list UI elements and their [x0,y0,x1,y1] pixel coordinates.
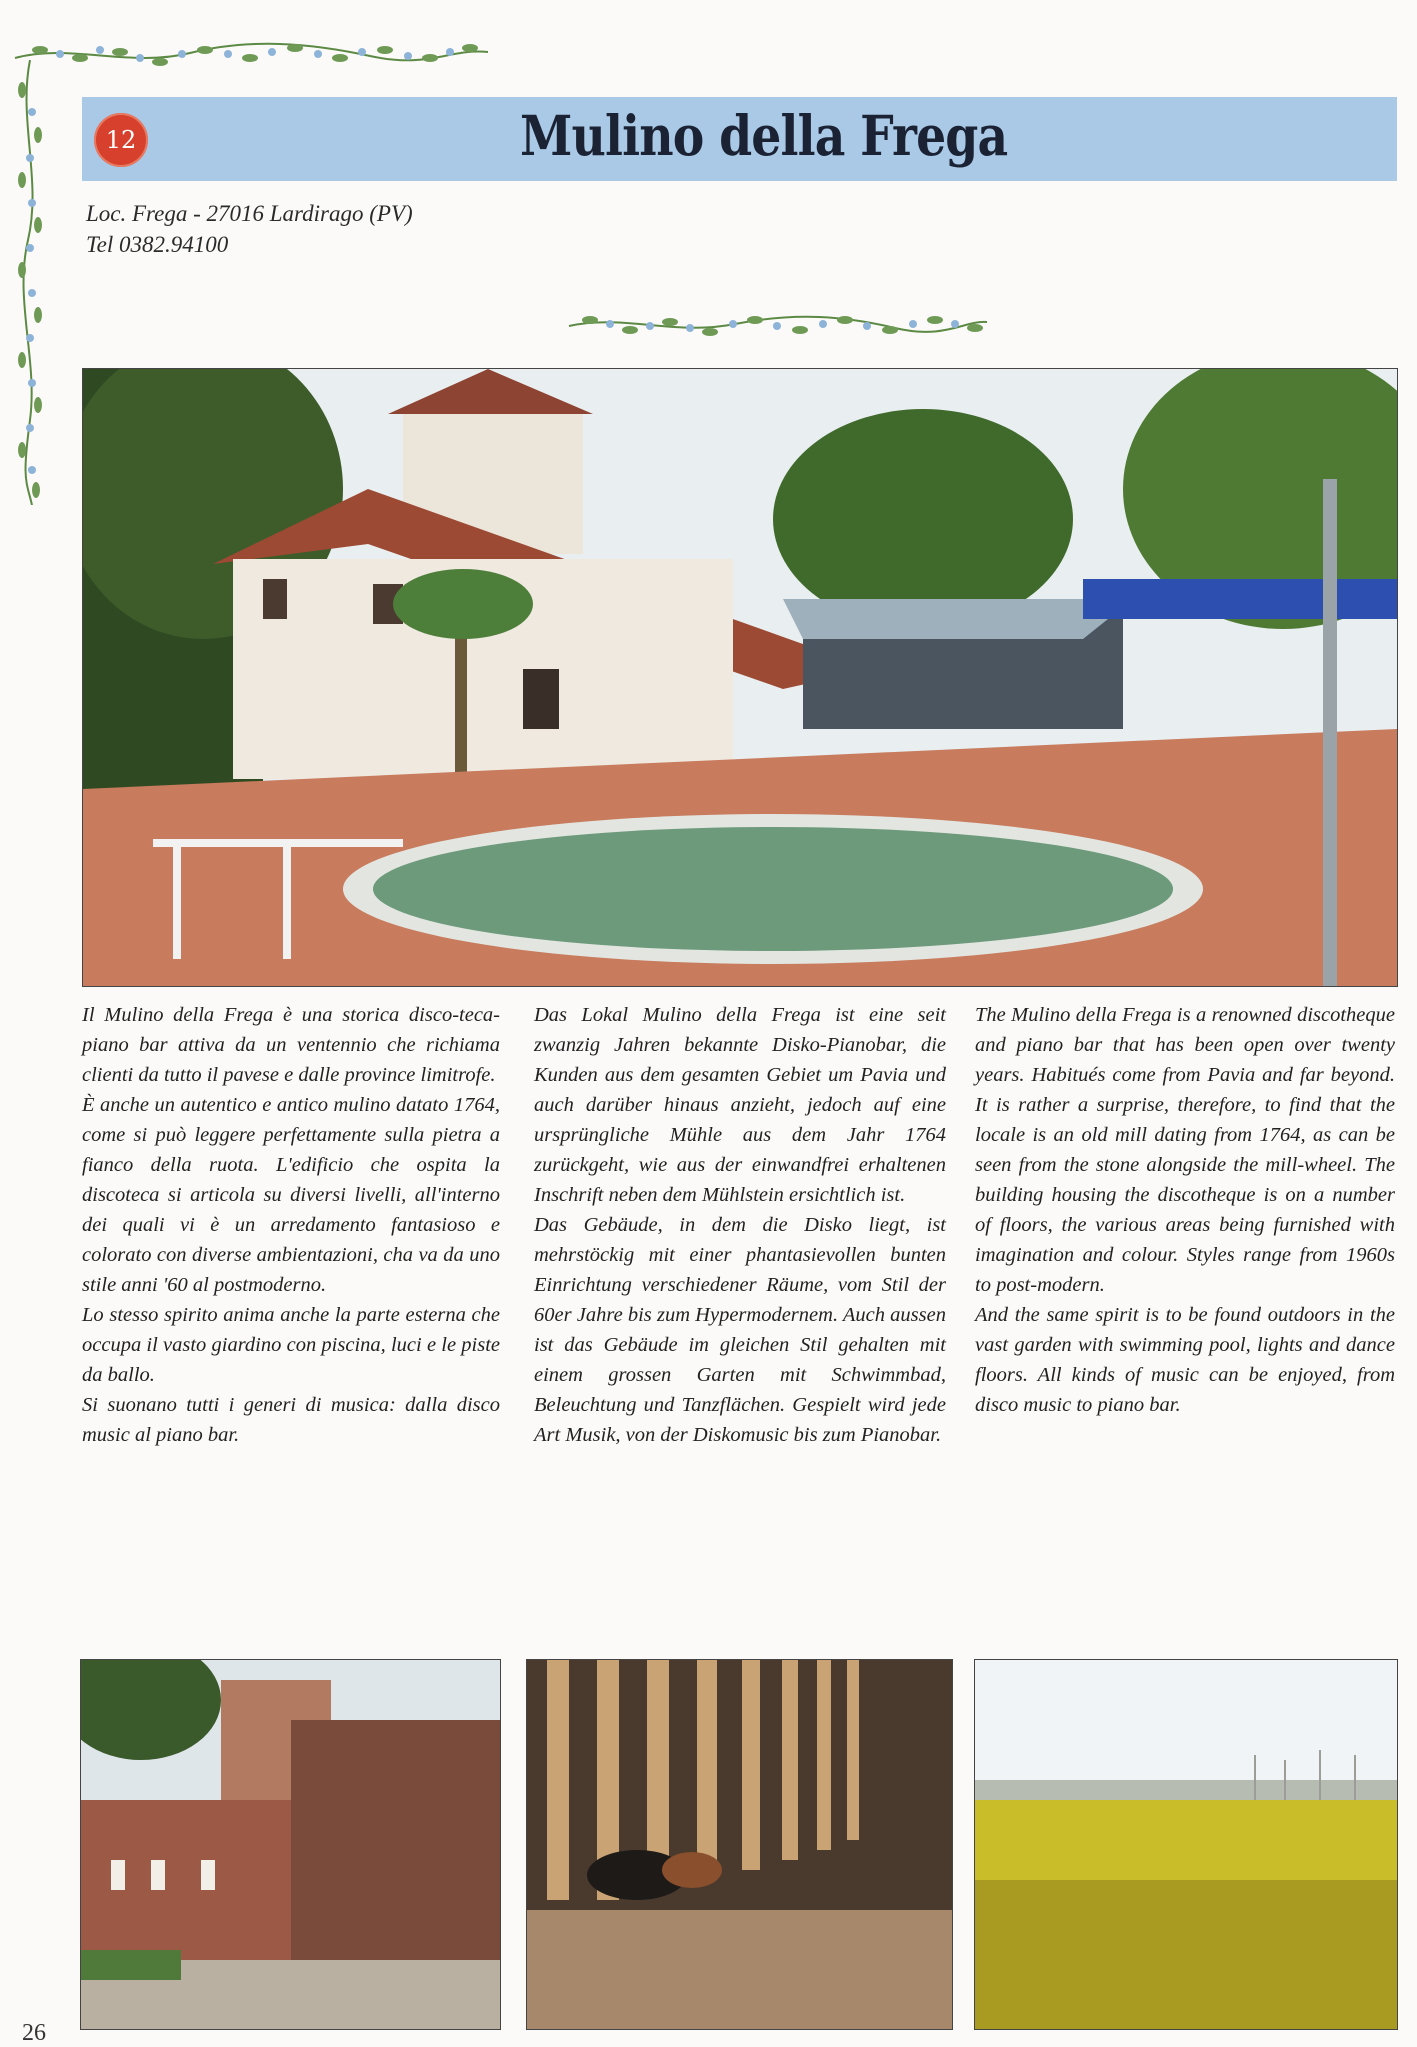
paragraph: Si suonano tutti i generi di musica: dalla disco music al piano bar. [82,1394,500,1446]
main-photo [82,368,1398,987]
paragraph: And the same spirit is to be found outdoors in the vast garden with swimming pool, lights and dance floors. All kinds of music can be enjoyed, from disco music to piano bar. [975,1304,1395,1416]
paragraph: Il Mulino della Frega è una storica disco-teca-piano bar attiva da un ventennio che richiama clienti da tutto il pavese e dalle province limitrofe. [82,1004,500,1086]
paragraph: Lo stesso spirito anima anche la parte esterna che occupa il vasto giardino con piscina, luci e le piste da ballo. [82,1304,500,1386]
text-column-german [534,1000,946,1450]
barn-photo [526,1659,953,2030]
address-block [86,198,413,260]
paragraph: The Mulino della Frega is a renowned discotheque and piano bar that has been open over twenty years. Habitués come from Pavia and far beyond. It is rather a surprise, therefore, to find that the locale is an old mill dating from 1764, as can be seen from the stone alongside the mill-wheel. The building housing the discotheque is on a number of floors, the various areas being furnished with imagination and colour. Styles range from 1960s to post-modern. [975,1004,1395,1296]
text-column-english [975,1000,1395,1420]
paragraph: Das Gebäude, in dem die Disko liegt, ist mehrstöckig mit einer phantasievollen bunten Einrichtung verschiedener Räume, vom Stil der 60er Jahre bis zum Hypermodernem. Auch aussen ist das Gebäude im gleichen Stil gehalten mit einem grossen Garten mit Schwimmbad, Beleuchtung und Tanzflächen. Gespielt wird jede Art Musik, von der Diskomusic bis zum Pianobar. [534,1214,946,1446]
paragraph: È anche un autentico e antico mulino datato 1764, come si può leggere perfettamente sulla pietra a fianco della ruota. L'edificio che ospita la discoteca si articola su diversi livelli, all'interno dei quali vi è un arredamento fantasioso e colorato con diverse ambientazioni, cha va da uno stile anni '60 al postmoderno. [82,1094,500,1296]
floral-garland-middle [565,302,990,346]
address-line: Loc. Frega - 27016 Lardirago (PV) [86,201,413,226]
castle-photo [80,1659,501,2030]
rapeseed-field-photo [974,1659,1398,2030]
phone-line: Tel 0382.94100 [86,232,229,257]
floral-garland-top [10,28,490,74]
page-title: Mulino della Frega [520,103,1008,168]
text-column-italian [82,1000,500,1450]
page-number: 26 [22,2020,46,2046]
paragraph: Das Lokal Mulino della Frega ist eine seit zwanzig Jahren bekannte Disko-Pianobar, die Kunden aus dem gesamten Gebiet um Pavia und auch darüber hinaus anzieht, jedoch auf eine ursprüngliche Mühle aus dem Jahr 1764 zurückgeht, wie aus der einwandfrei erhaltenen Inschrift neben dem Mühlstein ersichtlich ist. [534,1004,946,1206]
floral-garland-left [8,60,54,505]
entry-number-badge: 12 [94,113,148,167]
